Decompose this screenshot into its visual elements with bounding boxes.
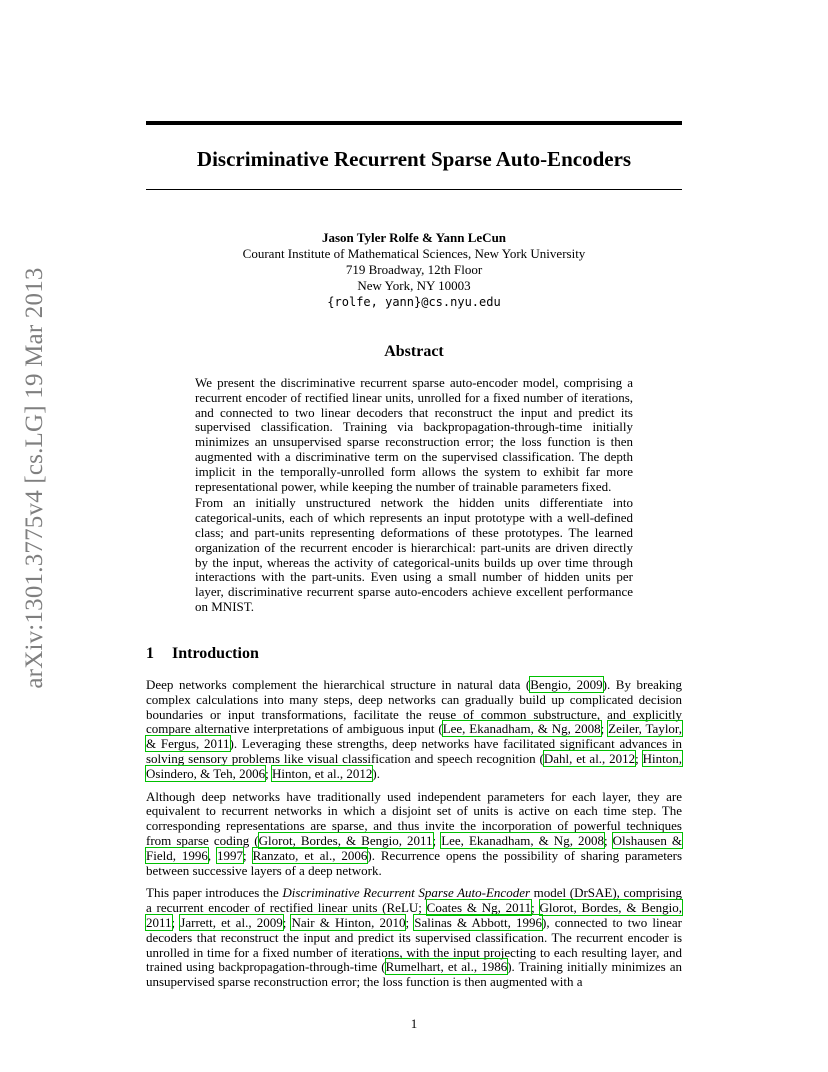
text-run: ; — [405, 914, 415, 930]
citation-link[interactable]: Dahl, et al., 2012 — [543, 750, 636, 766]
text-run: ; — [243, 847, 253, 863]
citation-link[interactable]: Ranzato, et al., 2006 — [252, 847, 368, 863]
text-run: ; — [432, 832, 442, 848]
author-email: {rolfe, yann}@cs.nyu.edu — [327, 295, 501, 309]
section-heading-introduction — [146, 644, 259, 664]
paper-title: Discriminative Recurrent Sparse Auto-Encoders — [196, 147, 632, 171]
citation-link[interactable]: Olshausen & Field, 1996 — [146, 832, 682, 863]
intro-paragraph-3 — [146, 886, 682, 990]
author-block — [146, 230, 682, 310]
text-run: model (DrSAE), comprising a recurrent encoder of rectified linear units (ReLU; — [146, 885, 683, 916]
page-number: 1 — [410, 1016, 418, 1031]
arxiv-stamp-text: arXiv:1301.3775v4 [cs.LG] 19 Mar 2013 — [21, 267, 48, 689]
text-run: ). Training initially minimizes an unsupervised sparse reconstruction error; the loss function is then augmented with a — [146, 959, 682, 990]
text-run: ; — [600, 721, 609, 737]
citation-link[interactable]: Lee, Ekanadham, & Ng, 2008 — [442, 721, 601, 737]
citation-link[interactable]: Glorot, Bordes, & Bengio, 2011 — [146, 900, 682, 930]
title-top-rule — [146, 121, 682, 125]
text-run: Deep networks complement the hierarchical structure in natural data ( — [146, 677, 531, 692]
citation-link[interactable]: Nair & Hinton, 2010 — [291, 914, 406, 930]
abstract-heading: Abstract — [384, 343, 444, 360]
abstract-body — [195, 376, 633, 617]
author-address-line-1: 719 Broadway, 12th Floor — [345, 262, 483, 277]
text-run: , — [207, 847, 218, 863]
text-run: This paper introduces the — [146, 885, 283, 901]
author-affiliation: Courant Institute of Mathematical Sciences, New York University — [242, 246, 586, 261]
text-run: ; — [171, 914, 181, 930]
citation-link[interactable]: Coates & Ng, 2011 — [426, 900, 532, 916]
text-run: ; — [604, 832, 613, 848]
model-name-emphasis: Discriminative Recurrent Sparse Auto-Encoder — [282, 885, 531, 901]
text-run: ). Recurrence opens the possibility of sharing parameters between successive layers of a deep network. — [146, 847, 682, 878]
author-names: Jason Tyler Rolfe & Yann LeCun — [321, 230, 507, 245]
citation-link[interactable]: Lee, Ekanadham, & Ng, 2008 — [441, 832, 604, 848]
text-run: ; — [531, 900, 540, 916]
text-run: ; — [282, 914, 292, 930]
citation-link[interactable]: Hinton, et al., 2012 — [271, 765, 373, 781]
intro-paragraph-1 — [146, 678, 682, 782]
text-run: ). By breaking complex calculations into many steps, deep networks can gradually build up complicated decision boundaries or input transformations, facilitate the reuse of common substructure, and explicitly compare alternative interpretations of ambiguous input ( — [146, 677, 682, 737]
abstract-paragraph-2: From an initially unstructured network the hidden units differentiate into categorical-units, each of which represents an input prototype with a well-defined class; and part-units representing deformations of these prototypes. The learned organization of the recurrent encoder is hierarchical: part-units are driven directly by the input, whereas the activity of categorical-units builds up over time through interactions with the part-units. Even using a small number of hidden units per layer, discriminative recurrent sparse auto-encoders achieve excellent performance on MNIST. — [195, 495, 633, 614]
section-title: Introduction — [172, 645, 259, 662]
citation-link[interactable]: Hinton, Osindero, & Teh, 2006 — [146, 750, 682, 781]
text-run: ). Leveraging these strengths, deep networks have facilitated significant advances in solving sensory problems like visual classification and speech recognition ( — [146, 736, 682, 766]
author-address-line-2: New York, NY 10003 — [357, 278, 471, 293]
text-run: ). — [372, 765, 380, 781]
text-run: ), connected to two linear decoders that reconstruct the input and predict its supervised classification. The recurrent encoder is unrolled in time for a fixed number of iterations, with the input projecting to each resulting layer, and trained using backpropagation-through-time ( — [146, 914, 683, 975]
title-bottom-rule — [146, 189, 682, 190]
text-run: Although deep networks have traditionally used independent parameters for each layer, they are equivalent to recurrent networks in which a disjoint set of units is active on each time step. The corresponding representations are sparse, and thus invite the incorporation of powerful techniques from sparse coding ( — [146, 788, 682, 848]
abstract-paragraph-1: We present the discriminative recurrent sparse auto-encoder model, comprising a recurrent encoder of rectified linear units, unrolled for a fixed number of iterations, and connected to two linear decoders that reconstruct the input and predict its supervised classification. Training via backpropagation-through-time initially minimizes an unsupervised sparse reconstruction error; the loss function is then augmented with a discriminative term on the supervised classification. The depth implicit in the temporally-unrolled form allows the system to exhibit far more representational power, while keeping the number of trainable parameters fixed. — [195, 375, 633, 494]
text-run: ; — [265, 765, 272, 781]
citation-link[interactable]: Salinas & Abbott, 1996 — [414, 914, 542, 930]
citation-link[interactable]: 1997 — [217, 847, 244, 863]
intro-paragraph-2 — [146, 790, 682, 879]
citation-link[interactable]: Glorot, Bordes, & Bengio, 2011 — [258, 832, 433, 848]
citation-link[interactable]: Bengio, 2009 — [530, 677, 603, 692]
citation-link[interactable]: Rumelhart, et al., 1986 — [385, 959, 508, 975]
text-run: ; — [635, 750, 643, 766]
citation-link[interactable]: Jarrett, et al., 2009 — [180, 914, 283, 930]
citation-link[interactable]: Zeiler, Taylor, & Fergus, 2011 — [146, 721, 682, 752]
section-number: 1 — [146, 645, 154, 662]
introduction-body — [146, 678, 682, 998]
